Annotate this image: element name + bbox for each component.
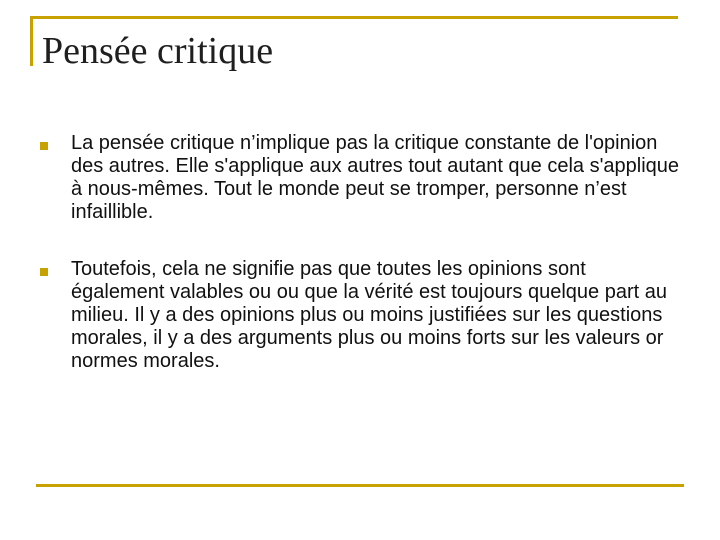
top-divider <box>30 16 678 19</box>
square-bullet-icon <box>40 268 48 276</box>
bullet-text: La pensée critique n’implique pas la critique constante de l'opinion des autres. Elle s'applique aux autres tout autant que cela s'applique à nous-mêmes. Tout le monde peut se tromper, personne n’est infaillible. <box>71 132 680 223</box>
bottom-divider <box>36 484 684 487</box>
slide-title: Pensée critique <box>42 30 274 72</box>
bullet-text: Toutefois, cela ne signifie pas que toutes les opinions sont également valables ou ou que la vérité est toujours quelque part au milieu. Il y a des opinions plus ou moins justifiées sur les questions morales, il y a des arguments plus ou moins forts sur les valeurs or normes morales. <box>71 258 667 372</box>
square-bullet-icon <box>40 142 48 150</box>
bullet-item <box>40 130 680 224</box>
bullet-item <box>40 256 680 373</box>
bullet-list <box>40 130 680 405</box>
left-accent-line <box>30 16 33 66</box>
